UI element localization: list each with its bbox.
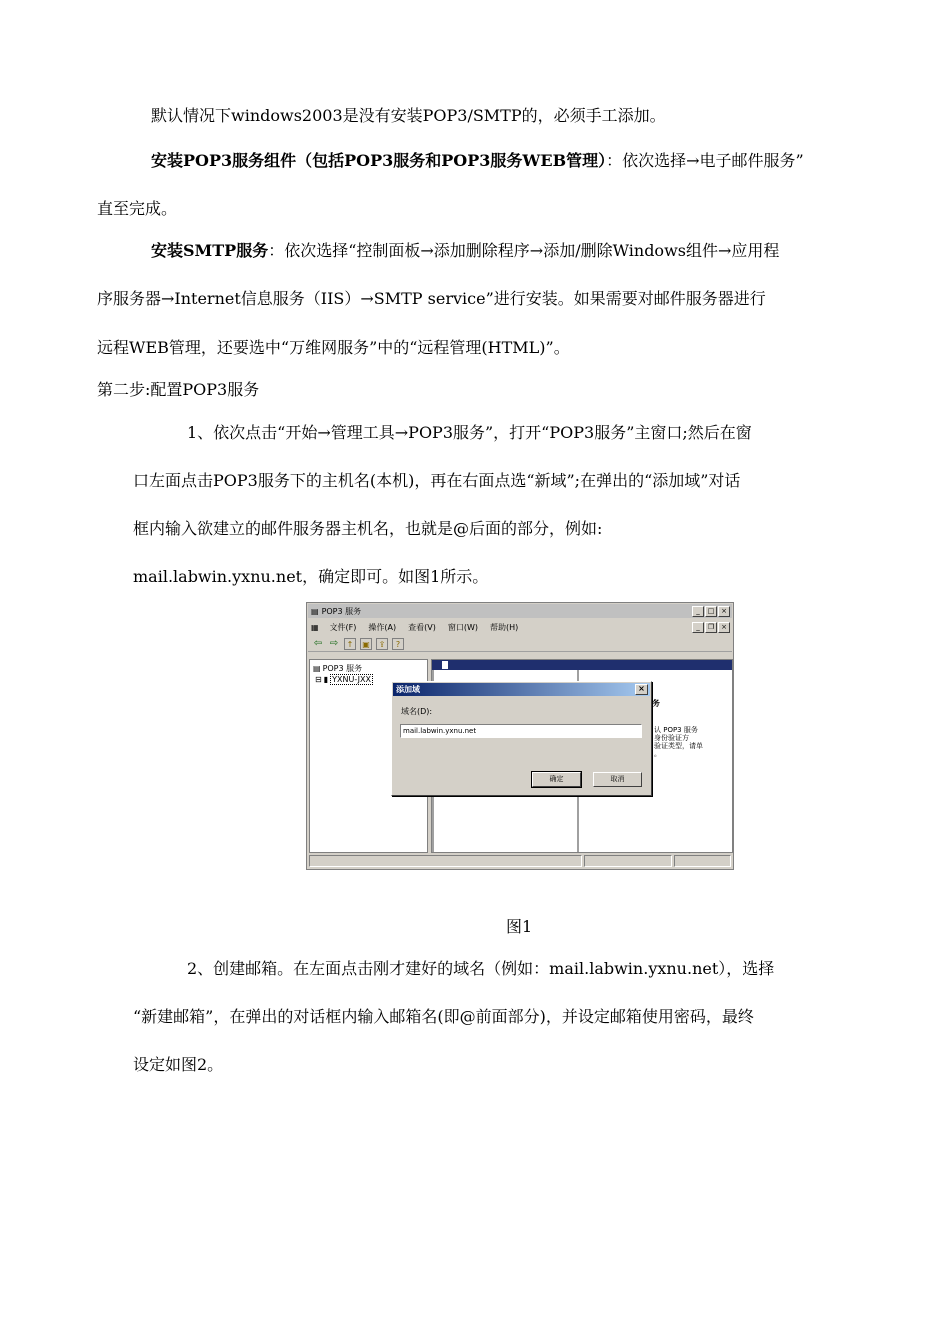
domain-name-label: 域名(D):: [401, 707, 433, 716]
help-icon[interactable]: ?: [392, 638, 404, 650]
right-text-4: 验证类型，请单: [654, 742, 703, 750]
tree-host[interactable]: [315, 674, 373, 685]
step1-line4: mail.labwin.yxnu.net，确定即可。如图1所示。: [133, 567, 489, 586]
smtp-install-line2: 序服务器→Internet信息服务（IIS）→SMTP service”进行安装。如果需要对邮件服务器进行: [97, 289, 766, 308]
collapse-icon: ⊟: [315, 675, 322, 684]
menu-view[interactable]: 查看(V): [408, 622, 436, 632]
step1-line2: 口左面点击POP3服务下的主机名(本机)，再在右面点选“新域”;在弹出的“添加域”对话: [133, 471, 741, 490]
back-arrow-icon[interactable]: ⇦: [313, 637, 323, 649]
child-minimize-icon[interactable]: _: [692, 622, 704, 633]
domain-name-input[interactable]: mail.labwin.yxnu.net: [400, 724, 642, 738]
child-close-icon[interactable]: ×: [718, 622, 730, 633]
tree-host-label: YXNU-JXX: [332, 675, 371, 684]
details-banner: [432, 660, 732, 670]
banner-icon: [442, 661, 448, 669]
step2-heading: 第二步:配置POP3服务: [97, 380, 260, 399]
right-text-5: 。: [654, 750, 661, 758]
status-bar: [309, 855, 731, 867]
right-text-3: 身份验证方: [654, 734, 689, 742]
dialog-close-icon[interactable]: ×: [635, 684, 648, 695]
menu-help[interactable]: 帮助(H): [490, 622, 519, 632]
smtp-install-text: ：依次选择“控制面板→添加删除程序→添加/删除Windows组件→应用程: [268, 241, 780, 260]
step1-line3: 框内输入欲建立的邮件服务器主机名，也就是@后面的部分，例如:: [133, 519, 603, 538]
tree-root[interactable]: [313, 663, 362, 674]
up-folder-icon[interactable]: ↑: [344, 638, 356, 650]
child-restore-icon[interactable]: ❐: [705, 622, 717, 633]
window-titlebar: [308, 604, 732, 618]
tree-root-label: POP3 服务: [322, 664, 363, 673]
step2-line2: “新建邮箱”，在弹出的对话框内输入邮箱名(即@前面部分)，并设定邮箱使用密码，最终: [133, 1007, 754, 1026]
status-segment: [674, 855, 731, 867]
add-domain-dialog: [391, 681, 652, 796]
intro-paragraph: 默认情况下windows2003是没有安装POP3/SMTP的，必须手工添加。: [151, 106, 666, 125]
menu-window[interactable]: 窗口(W): [447, 622, 478, 632]
menu-file[interactable]: 文件(F): [329, 622, 357, 632]
smtp-install-line3: 远程WEB管理，还要选中“万维网服务”中的“远程管理(HTML)”。: [97, 338, 570, 357]
menu-action[interactable]: 操作(A): [368, 622, 397, 632]
pop3-install-text: ：依次选择→电子邮件服务”: [606, 151, 804, 170]
status-segment: [584, 855, 673, 867]
export-icon[interactable]: ⇪: [376, 638, 388, 650]
smtp-install-heading: 安装SMTP服务: [151, 241, 269, 260]
window-title: POP3 服务: [321, 606, 362, 616]
step2-line1: 2、创建邮箱。在左面点击刚才建好的域名（例如：mail.labwin.yxnu.net），选择: [187, 959, 775, 978]
step2-line3: 设定如图2。: [133, 1055, 224, 1074]
close-icon[interactable]: ×: [718, 606, 730, 617]
dialog-title: 添加域: [393, 683, 650, 696]
console-icon: ▦: [311, 622, 319, 632]
server-icon: ▤: [313, 664, 321, 673]
minimize-icon[interactable]: _: [692, 606, 704, 617]
figure-caption: 图1: [506, 917, 533, 936]
pop3-install-line2: 直至完成。: [97, 199, 178, 218]
smtp-install-paragraph: [151, 241, 779, 261]
forward-arrow-icon[interactable]: ⇨: [329, 637, 339, 649]
pop3-install-heading: 安装POP3服务组件（包括POP3服务和POP3服务WEB管理）: [151, 151, 607, 170]
host-icon: ▮: [323, 675, 329, 684]
step1-line1: 1、依次点击“开始→管理工具→POP3服务”，打开“POP3服务”主窗口;然后在窗: [187, 423, 752, 442]
pop3-service-screenshot: [306, 602, 734, 870]
properties-icon[interactable]: ▣: [360, 638, 372, 650]
status-segment: [309, 855, 582, 867]
ok-button[interactable]: 确定: [532, 772, 581, 787]
pop3-install-paragraph: [151, 151, 804, 171]
right-text-2: 认 POP3 服务: [654, 726, 698, 734]
right-text-1: 务: [652, 699, 660, 708]
toolbar: [308, 636, 732, 652]
maximize-icon[interactable]: □: [705, 606, 717, 617]
menu-bar: [308, 620, 732, 634]
cancel-button[interactable]: 取消: [593, 772, 642, 787]
pop3-app-icon: ▤: [311, 606, 319, 616]
